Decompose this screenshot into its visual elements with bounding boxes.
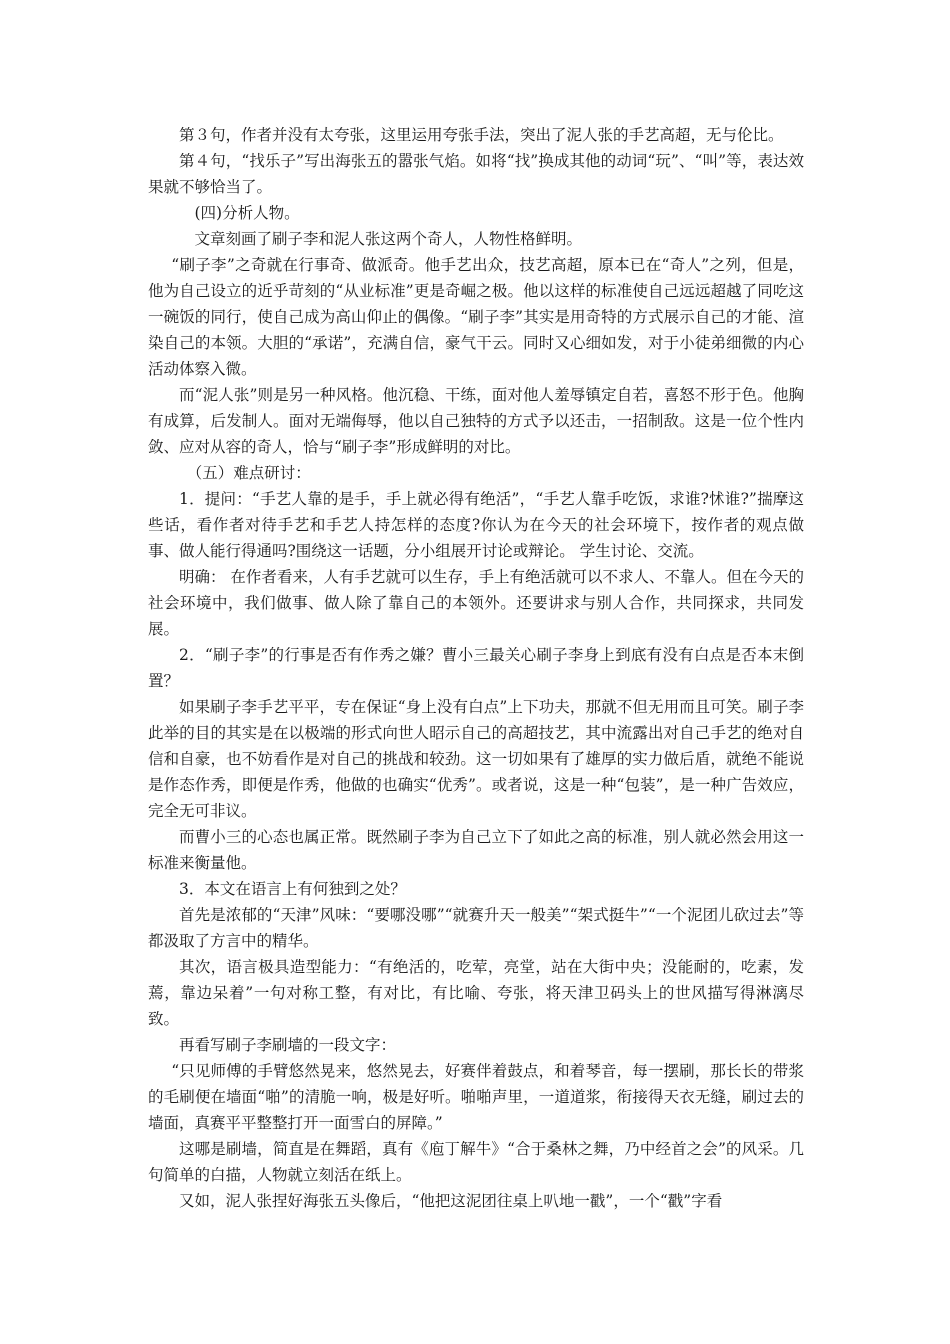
paragraph-question-3: 3．本文在语言上有何独到之处？ [179, 880, 406, 898]
paragraph-answer-1: 明确： 在作者看来，人有手艺就可以生存，手上有绝活就可以不求人、不靠人。但在今天的社会环境中，我们做事、做人除了靠自己的本领外。还要讲求与别人合作，共同探求，共同发展。 [148, 568, 804, 638]
paragraph-answer-3b: 其次，语言极具造型能力：“有绝活的，吃荤，亮堂，站在大街中央；没能耐的，吃素，发蔫，靠边呆着”一句对称工整，有对比，有比喻、夸张，将天津卫码头上的世风描写得淋漓尽致。 [148, 958, 804, 1028]
section-heading-difficulties: （五）难点研讨： [186, 464, 311, 482]
paragraph-sentence-4: 第４句，“找乐子”写出海张五的嚣张气焰。如将“找”换成其他的动词“玩”、“叫”等，表达效果就不够恰当了。 [148, 152, 804, 196]
paragraph-answer-3c: 再看写刷子李刷墙的一段文字： [179, 1036, 397, 1054]
paragraph-question-1: 1．提问：“手艺人靠的是手，手上就必得有绝活”，“手艺人靠手吃饭，求谁?怵谁?”揣摩这些话，看作者对待手艺和手艺人持怎样的态度?你认为在今天的社会环境下，按作者的观点做事、做人能行得通吗?围绕这一话题，分小组展开讨论或辩论。 学生讨论、交流。 [148, 490, 804, 560]
paragraph-answer-2b: 而曹小三的心态也属正常。既然刷子李为自己立下了如此之高的标准，别人就必然会用这一标准来衡量他。 [148, 828, 804, 872]
paragraph-nirenzhang: 而“泥人张”则是另一种风格。他沉稳、干练，面对他人羞辱镇定自若，喜怒不形于色。他胸有成算，后发制人。面对无端侮辱，他以自己独特的方式予以还击，一招制敌。这是一位个性内敛、应对从容的奇人，恰与“刷子李”形成鲜明的对比。 [148, 386, 804, 456]
paragraph-quote: “只见师傅的手臂悠然晃来，悠然晃去，好赛伴着鼓点，和着琴音，每一摆刷，那长长的带浆的毛刷便在墙面“啪”的清脆一响，极是好听。啪啪声里，一道道浆，衔接得天衣无缝，刷过去的墙面，真赛平平整整打开一面雪白的屏障。” [148, 1062, 804, 1132]
paragraph-question-2: 2．“刷子李”的行事是否有作秀之嫌？曹小三最关心刷子李身上到底有没有白点是否本末倒置？ [148, 646, 804, 690]
paragraph-answer-2a: 如果刷子李手艺平平，专在保证“身上没有白点”上下功夫，那就不但无用而且可笑。刷子李此举的目的其实是在以极端的形式向世人昭示自己的高超技艺，其中流露出对自己手艺的绝对自信和自豪，也不妨看作是对自己的挑战和较劲。这一切如果有了雄厚的实力做后盾，就绝不能说是作态作秀，即便是作秀，他做的也确实“优秀”。或者说，这是一种“包装”，是一种广告效应，完全无可非议。 [148, 698, 804, 820]
section-heading-analyze-characters: (四)分析人物。 [194, 204, 300, 222]
paragraph-characters-intro: 文章刻画了刷子李和泥人张这两个奇人，人物性格鲜明。 [194, 230, 583, 248]
paragraph-answer-3e: 又如，泥人张捏好海张五头像后，“他把这泥团往桌上叭地一戳”，一个“戳”字看 [179, 1192, 723, 1210]
document-body [148, 122, 804, 1214]
paragraph-answer-3d: 这哪是刷墙，简直是在舞蹈，真有《庖丁解牛》“合于桑林之舞，乃中经首之会”的风采。几句简单的白描，人物就立刻活在纸上。 [148, 1140, 804, 1184]
paragraph-sentence-3: 第３句，作者并没有太夸张，这里运用夸张手法，突出了泥人张的手艺高超，无与伦比。 [179, 126, 784, 144]
paragraph-answer-3a: 首先是浓郁的“天津”风味：“要哪没哪”“就赛升天一般美”“架式挺牛”“一个泥团儿砍过去”等都汲取了方言中的精华。 [148, 906, 804, 950]
paragraph-shuazili: “刷子李”之奇就在行事奇、做派奇。他手艺出众，技艺高超，原本已在“奇人”之列，但是，他为自己设立的近乎苛刻的“从业标准”更是奇崛之极。他以这样的标准使自己远远超越了同吃这一碗饭的同行，使自己成为高山仰止的偶像。“刷子李”其实是用奇特的方式展示自己的才能、渲染自己的本领。大胆的“承诺”，充满自信，豪气干云。同时又心细如发，对于小徒弟细微的内心活动体察入微。 [148, 256, 804, 378]
